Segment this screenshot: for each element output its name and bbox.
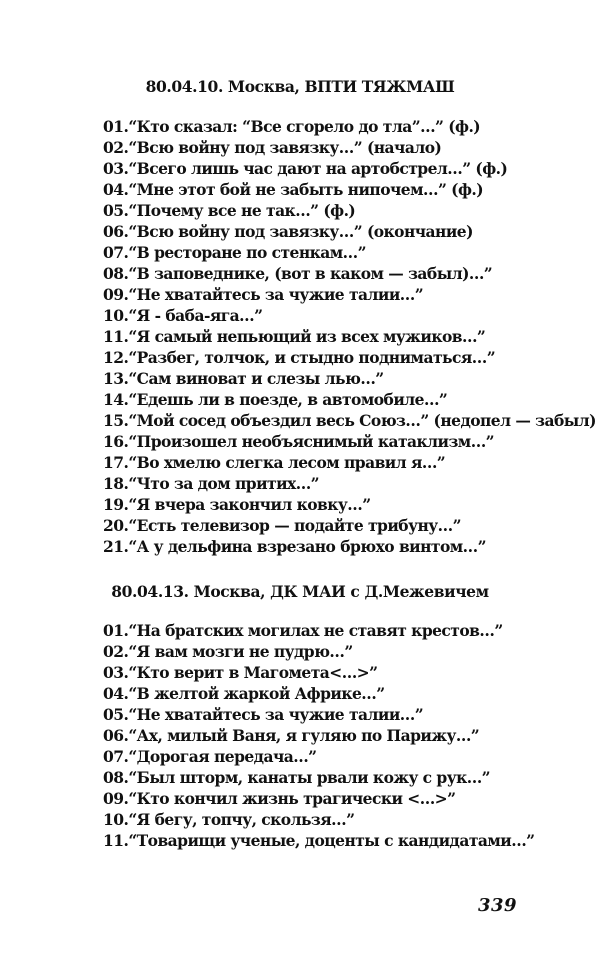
list-item: 06.“Всю войну под завязку…” (окончание) (103, 222, 473, 241)
list-item: 11.“Товарищи ученые, доценты с кандидатами…” (103, 831, 535, 850)
list-item: 08.“Был шторм, канаты рвали кожу с рук…” (103, 768, 491, 787)
list-item: 09.“Кто кончил жизнь трагически <…>” (103, 789, 456, 808)
section-title: 80.04.13. Москва, ДК МАИ с Д.Межевичем (111, 582, 489, 601)
section-title: 80.04.10. Москва, ВПТИ ТЯЖМАШ (145, 77, 455, 96)
list-item: 05.“Почему все не так…” (ф.) (103, 201, 356, 220)
list-item: 18.“Что за дом притих…” (103, 474, 320, 493)
list-item: 01.“На братских могилах не ставят крестов…” (103, 621, 503, 640)
list-item: 01.“Кто сказал: “Все сгорело до тла”…” (ф.) (103, 117, 481, 136)
list-item: 05.“Не хватайтесь за чужие талии…” (103, 705, 424, 724)
list-item: 08.“В заповеднике, (вот в каком — забыл)…” (103, 264, 493, 283)
list-item: 10.“Я - баба-яга…” (103, 306, 263, 325)
list-item: 15.“Мой сосед объездил весь Союз…” (недопел — забыл) (103, 411, 596, 430)
list-item: 17.“Во хмелю слегка лесом правил я…” (103, 453, 446, 472)
list-item: 07.“В ресторане по стенкам…” (103, 243, 366, 262)
list-item: 03.“Всего лишь час дают на артобстрел…” (ф.) (103, 159, 508, 178)
list-item: 09.“Не хватайтесь за чужие талии…” (103, 285, 424, 304)
song-list (103, 116, 596, 557)
list-item: 20.“Есть телевизор — подайте трибуну…” (103, 516, 461, 535)
list-item: 02.“Я вам мозги не пудрю…” (103, 642, 353, 661)
list-item: 11.“Я самый непьющий из всех мужиков…” (103, 327, 486, 346)
list-item: 21.“А у дельфина взрезано брюхо винтом…” (103, 537, 486, 556)
list-item: 13.“Сам виноват и слезы лью…” (103, 369, 384, 388)
list-item: 14.“Едешь ли в поезде, в автомобиле…” (103, 390, 448, 409)
list-item: 04.“В желтой жаркой Африке…” (103, 684, 385, 703)
list-item: 12.“Разбег, толчок, и стыдно подниматься…” (103, 348, 496, 367)
list-item: 03.“Кто верит в Магомета<…>” (103, 663, 378, 682)
list-item: 04.“Мне этот бой не забыть нипочем…” (ф.) (103, 180, 484, 199)
list-item: 07.“Дорогая передача…” (103, 747, 317, 766)
list-item: 19.“Я вчера закончил ковку…” (103, 495, 371, 514)
list-item: 06.“Ах, милый Ваня, я гуляю по Парижу…” (103, 726, 480, 745)
page-number: 339 (478, 895, 518, 916)
list-item: 02.“Всю войну под завязку…” (начало) (103, 138, 442, 157)
song-list (103, 620, 535, 851)
list-item: 10.“Я бегу, топчу, скользя…” (103, 810, 355, 829)
list-item: 16.“Произошел необъяснимый катаклизм…” (103, 432, 495, 451)
